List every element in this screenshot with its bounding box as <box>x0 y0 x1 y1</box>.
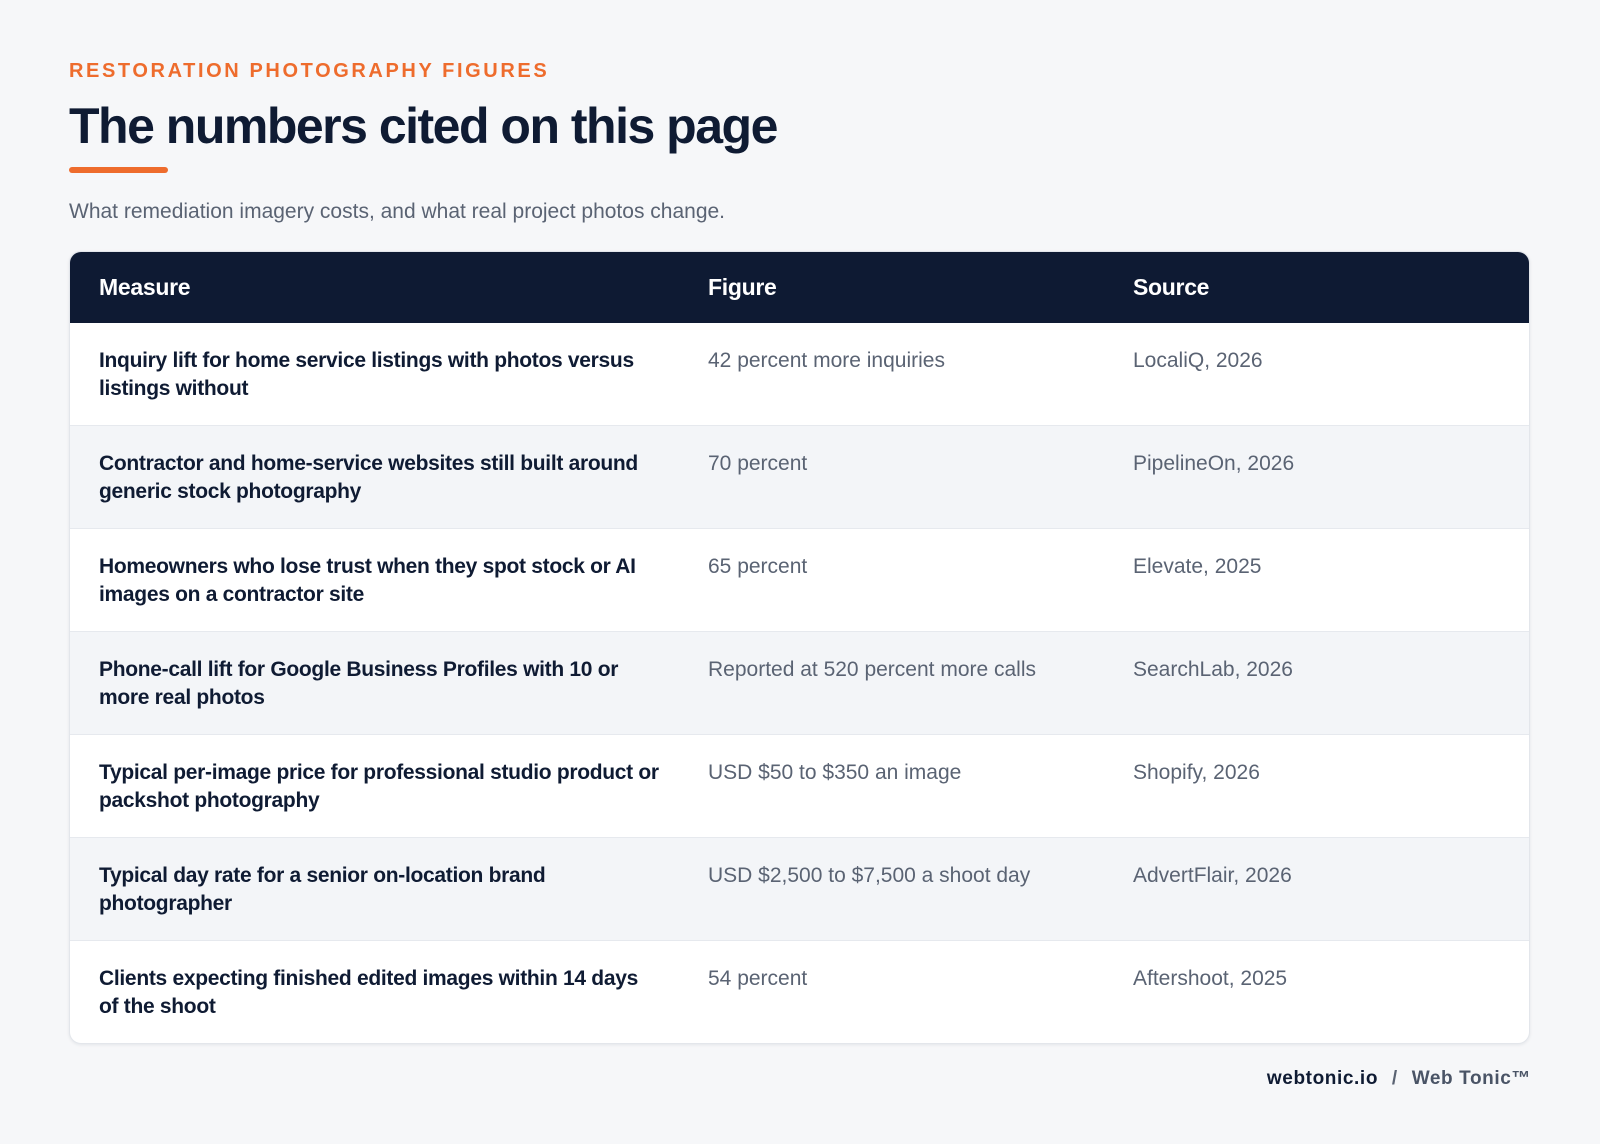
page-content <box>69 58 1530 1044</box>
cell-measure: Clients expecting finished edited images within 14 days of the shoot <box>70 941 679 1044</box>
column-header-source: Source <box>1133 274 1210 300</box>
page-title: The numbers cited on this page <box>69 98 777 154</box>
column-header-figure: Figure <box>708 274 777 300</box>
column-header-measure: Measure <box>99 274 191 300</box>
table-row <box>70 426 1529 529</box>
table-row <box>70 529 1529 632</box>
title-underline <box>69 167 168 173</box>
cell-source: LocaliQ, 2026 <box>1133 349 1263 372</box>
cell-figure: Reported at 520 percent more calls <box>679 632 1104 735</box>
figures-table-card <box>69 251 1530 1044</box>
cell-measure: Homeowners who lose trust when they spot stock or AI images on a contractor site <box>70 529 679 632</box>
footer-credit <box>1267 1066 1531 1092</box>
table-row <box>70 941 1529 1044</box>
cell-measure: Typical day rate for a senior on-location brand photographer <box>70 838 679 941</box>
table-row <box>70 632 1529 735</box>
cell-source: AdvertFlair, 2026 <box>1104 838 1529 941</box>
table-header-row <box>70 252 1529 323</box>
page-subtitle: What remediation imagery costs, and what real project photos change. <box>69 200 726 223</box>
cell-source: Elevate, 2025 <box>1104 529 1529 632</box>
eyebrow-label: RESTORATION PHOTOGRAPHY FIGURES <box>69 60 550 82</box>
cell-source: Shopify, 2026 <box>1104 735 1529 838</box>
cell-measure: Inquiry lift for home service listings with photos versus listings without <box>99 349 634 400</box>
cell-figure: 42 percent more inquiries <box>708 349 945 372</box>
cell-source: Aftershoot, 2025 <box>1104 941 1529 1044</box>
cell-measure: Typical per-image price for professional studio product or packshot photography <box>70 735 679 838</box>
cell-figure: USD $50 to $350 an image <box>679 735 1104 838</box>
cell-source: PipelineOn, 2026 <box>1104 426 1529 529</box>
table-header <box>70 252 1529 323</box>
footer-separator: / <box>1391 1068 1398 1089</box>
table-body <box>70 323 1529 1043</box>
table-row <box>70 323 1529 426</box>
cell-measure: Contractor and home-service websites still built around generic stock photography <box>70 426 679 529</box>
table-row <box>70 735 1529 838</box>
table-row <box>70 838 1529 941</box>
cell-figure: USD $2,500 to $7,500 a shoot day <box>679 838 1104 941</box>
figures-table <box>70 252 1529 1043</box>
footer-domain: webtonic.io <box>1266 1068 1379 1089</box>
cell-figure: 70 percent <box>679 426 1104 529</box>
cell-figure: 65 percent <box>679 529 1104 632</box>
cell-source: SearchLab, 2026 <box>1104 632 1529 735</box>
footer-brand: Web Tonic™ <box>1411 1068 1531 1089</box>
cell-figure: 54 percent <box>679 941 1104 1044</box>
cell-measure: Phone-call lift for Google Business Profiles with 10 or more real photos <box>70 632 679 735</box>
